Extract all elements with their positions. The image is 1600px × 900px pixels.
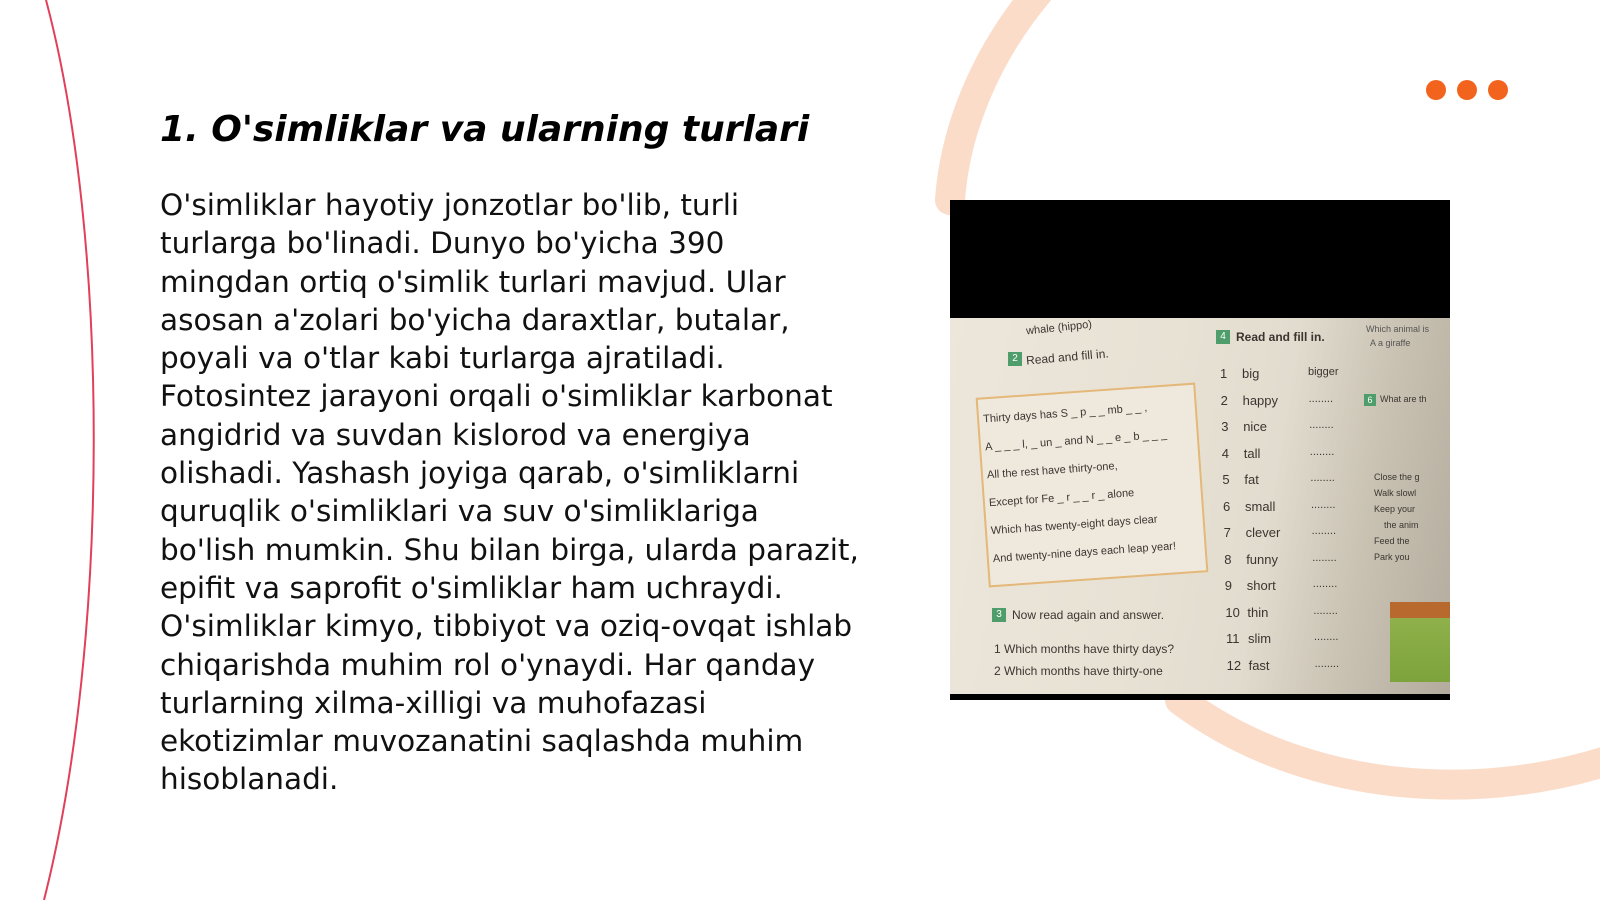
dot-2 xyxy=(1457,80,1477,100)
ex4-item-answer: ........ xyxy=(1314,631,1339,643)
ex4-item-answer: ........ xyxy=(1311,498,1336,511)
ex4-item-answer: ........ xyxy=(1314,657,1340,670)
dot-3 xyxy=(1488,80,1508,100)
ex4-item-number: 1 xyxy=(1220,366,1228,381)
ex4-item-answer: ........ xyxy=(1309,445,1335,458)
ex2-number: 2 xyxy=(1008,352,1022,366)
right-top-text-2: A a giraffe xyxy=(1370,338,1411,348)
ex4-item-number: 3 xyxy=(1221,419,1229,434)
ex6-number: 6 xyxy=(1364,394,1376,406)
ex4-item-word: tall xyxy=(1243,445,1261,461)
ex4-item-word: funny xyxy=(1246,551,1278,567)
right-bullet: Feed the xyxy=(1374,536,1410,546)
menu-dots xyxy=(1426,80,1508,100)
poem-line: Which has twenty-eight days clear xyxy=(990,513,1158,538)
right-bullet: Walk slowl xyxy=(1374,488,1417,498)
left-red-curve xyxy=(44,0,94,900)
ex4-item-number: 10 xyxy=(1225,604,1240,620)
ex4-item-number: 12 xyxy=(1226,657,1242,673)
slide-title: 1. O'simliklar va ularning turlari xyxy=(160,109,810,150)
ex4-item-number: 9 xyxy=(1224,578,1233,593)
ex4-item-word: thin xyxy=(1247,604,1269,620)
ex4-item-number: 11 xyxy=(1226,631,1240,646)
ex3-question: 2 Which months have thirty-one xyxy=(994,664,1163,678)
ex4-item-word: happy xyxy=(1242,392,1279,408)
ex4-number: 4 xyxy=(1216,330,1230,344)
textbook-page xyxy=(950,318,1450,694)
ex4-item-word: slim xyxy=(1248,631,1272,646)
photo-black-band xyxy=(950,200,1450,318)
photo-bottom-edge xyxy=(950,694,1450,700)
right-bullet: Close the g xyxy=(1374,472,1420,482)
ex4-item-answer: ........ xyxy=(1312,578,1338,590)
ex4-item-number: 2 xyxy=(1220,392,1228,408)
ex4-item-number: 5 xyxy=(1222,472,1230,487)
right-bullet: Park you xyxy=(1374,552,1410,562)
ex4-item-word: fat xyxy=(1244,472,1259,487)
ex4-item-answer: ........ xyxy=(1311,525,1337,537)
poem-line: All the rest have thirty-one, xyxy=(986,460,1119,482)
poem-line: Thirty days has S _ p _ _ mb _ _ , xyxy=(982,401,1148,426)
poem-box xyxy=(976,383,1209,588)
right-bullet: Keep your xyxy=(1374,504,1416,514)
ex3-question: 1 Which months have thirty days? xyxy=(994,642,1175,656)
right-top-text: Which animal is xyxy=(1366,324,1430,334)
ex4-item-answer: ........ xyxy=(1313,604,1338,617)
dot-1 xyxy=(1426,80,1446,100)
ex3-number: 3 xyxy=(992,608,1006,622)
ex6-heading: What are th xyxy=(1380,394,1427,404)
ex4-item-word: nice xyxy=(1243,419,1268,434)
poem-line: And twenty-nine days each leap year! xyxy=(992,540,1177,566)
ex4-item-word: fast xyxy=(1248,657,1270,673)
ex4-item-answer: ........ xyxy=(1310,472,1335,484)
slide-body-text: O'simliklar hayotiy jonzotlar bo'lib, turli turlarga bo'linadi. Dunyo bo'yicha 390 mingdan ortiq o'simlik turlari mavjud. Ular asosan a'zolari bo'yicha daraxtlar, butalar, poyali va o'tlar kabi turlarga ajratiladi. Fotosintez jarayoni orqali o'simliklar karbonat angidrid va suvdan kislorod va energiya olishadi. Yashash joyiga qarab, o'simliklarni quruqlik o'simliklari va suv o'simliklariga bo'lish mumkin. Shu bilan birga, ularda parazit, epifit va saprofit o'simliklar ham uchraydi. O'simliklar kimyo, tibbiyot va oziq-ovqat ishlab chiqarishda muhim rol o'ynaydi. Har qanday turlarning xilma-xilligi va muhofazasi ekotizimlar muvozanatini saqlashda muhim hisoblanadi. xyxy=(160,188,859,797)
ex4-item-word: small xyxy=(1245,498,1276,514)
ex4-item-answer: bigger xyxy=(1308,366,1339,378)
ex4-heading: Read and fill in. xyxy=(1236,330,1325,344)
ex4-item-word: clever xyxy=(1245,525,1281,540)
top-fragment: whale (hippo) xyxy=(1025,318,1093,338)
ex2-heading: Read and fill in. xyxy=(1025,346,1110,368)
fence-grass-picture xyxy=(1390,602,1450,682)
right-bullet: the anim xyxy=(1384,520,1419,530)
ex4-item-answer: ........ xyxy=(1309,419,1334,431)
textbook-photo xyxy=(950,200,1450,700)
ex4-item-answer: ........ xyxy=(1312,551,1337,564)
ex4-item-number: 6 xyxy=(1223,498,1231,514)
ex4-item-number: 8 xyxy=(1224,551,1232,567)
ex4-item-number: 4 xyxy=(1221,445,1230,461)
ex4-item-word: big xyxy=(1242,366,1260,381)
ex3-heading: Now read again and answer. xyxy=(1012,608,1165,622)
ex4-item-number: 7 xyxy=(1223,525,1231,540)
poem-line: A _ _ _ l, _ un _ and N _ _ e _ b _ _ _ xyxy=(984,428,1168,454)
ex4-item-word: short xyxy=(1246,578,1276,593)
ex4-item-answer: ........ xyxy=(1308,392,1334,405)
poem-line: Except for Fe _ r _ _ r _ alone xyxy=(988,487,1135,510)
